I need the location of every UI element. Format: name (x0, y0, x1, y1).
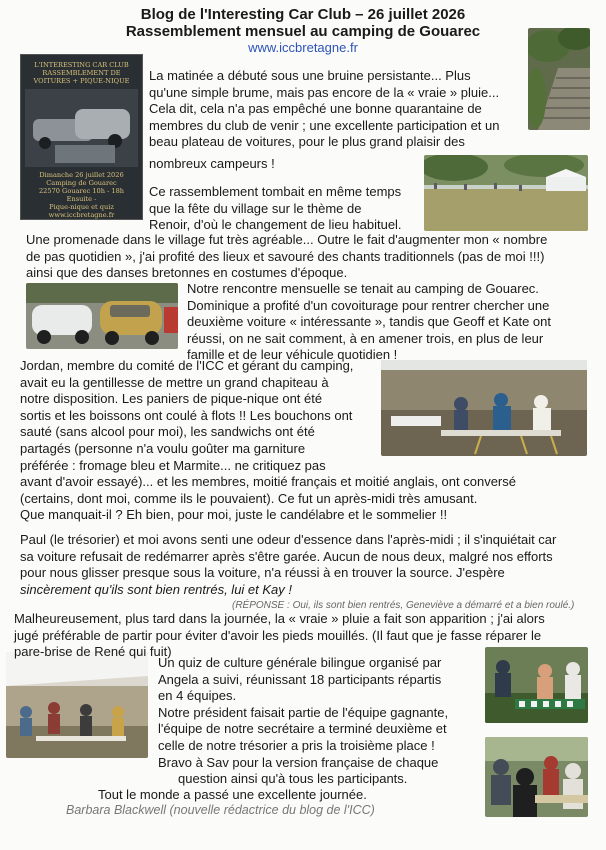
text-line: famille et de leur véhicule quotidien ! (187, 347, 398, 363)
text-line: La matinée a débuté sous une bruine persistante... Plus (149, 68, 471, 83)
photo-quiz-tent (6, 652, 148, 758)
photo-marquee-picnic (381, 360, 587, 456)
text-line: sauté (sans alcool pour moi), les sandwichs ont été (20, 424, 315, 440)
paragraph-walk (26, 232, 588, 282)
paragraph-petrol-smell (20, 532, 588, 598)
text-line: préférée : fromage bleu et Marmite... ne critiquez pas (20, 457, 326, 473)
poster-car-image (25, 89, 138, 167)
text-line: en 4 équipes. (158, 688, 237, 704)
text-line: jugé préférable de partir pour éviter d'avoir les pieds mouillés. (Il faut que je fasse réparer le (14, 627, 542, 643)
photo-participants (485, 737, 588, 817)
paragraph-quiz (158, 655, 480, 788)
poster-line: www.iccbretagne.fr (48, 211, 115, 219)
text-line: sincèrement qu'ils sont bien rentrés, lui et Kay ! (20, 581, 293, 597)
poster-line: Dimanche 26 juillet 2026 (39, 171, 124, 179)
poster-line: RASSEMBLEMENT DE (42, 69, 121, 77)
text-line: pare-brise de René qui fuit) (14, 644, 172, 660)
photo-camping-field (424, 155, 588, 231)
text-line: sa voiture refusait de redémarrer après s'être garée. Aucun de nous deux, malgré nos efforts (20, 548, 553, 564)
paragraph-meeting (187, 281, 588, 364)
text-line: Jordan, membre du comité de l'ICC et gérant du camping, (20, 358, 354, 373)
text-line: l'équipe de notre secrétaire a terminé deuxième et (158, 721, 447, 737)
reponse-note: (RÉPONSE : Oui, ils sont bien rentrés, Geneviève a démarré et a bien roulé.) (232, 600, 575, 611)
text-line: Malheureusement, plus tard dans la journée, la « vraie » pluie a fait son apparition ; j'ai alors (14, 611, 545, 626)
poster-line: Pique-nique et quiz (49, 203, 114, 211)
text-line: Un quiz de culture générale bilingue organisé par (158, 655, 442, 670)
photo-garden-steps (528, 28, 590, 130)
text-line: Bravo à Sav pour la version française de chaque (158, 754, 439, 770)
text-line: question ainsi qu'à tous les participants. (178, 771, 408, 787)
paragraph-village-fete (149, 184, 419, 234)
paragraph-closing (98, 787, 480, 804)
event-poster (20, 54, 143, 220)
blog-title: Blog de l'Interesting Car Club – 26 juillet 2026 (140, 6, 466, 23)
text-line: (certains, dont moi, comme ils le pouvaient). Ce fut un après-midi très amusant. (20, 490, 478, 506)
text-line: de pas quotidien », j'ai profité des lieux et savouré des chants traditionnels (pas de moi !!!) (26, 248, 545, 264)
text-line: nombreux campeurs ! (149, 156, 275, 171)
text-line: Notre rencontre mensuelle se tenait au camping de Gouarec. (187, 281, 539, 296)
text-line: Cela dit, cela n'a pas empêché une bonne quarantaine de (149, 101, 482, 117)
text-line: notre disposition. Les paniers de pique-nique ont été (20, 391, 323, 407)
poster-line: L'INTERESTING CAR CLUB (34, 61, 129, 69)
text-line: avant d'avoir essayé)... et les membres, moitié français et moitié anglais, ont conversé (20, 474, 516, 489)
author-signature: Barbara Blackwell (nouvelle rédactrice du blog de l'ICC) (66, 803, 375, 817)
text-line: Que manquait-il ? Eh bien, pour moi, juste le candélabre et le sommelier !! (20, 507, 448, 523)
text-line: partagés (personne n'a voulu goûter ma garniture (20, 440, 306, 456)
poster-line: 22570 Gouarec 10h - 18h (38, 187, 125, 195)
text-line: Notre président faisait partie de l'équipe gagnante, (158, 704, 449, 720)
text-line: Tout le monde a passé une excellente journée. (98, 787, 367, 802)
website-link[interactable]: www.iccbretagne.fr (248, 40, 358, 55)
text-line: que la fête du village sur le thème de (149, 200, 362, 216)
paragraph-rain (14, 611, 588, 661)
photo-classic-cars (26, 283, 178, 349)
poster-line: VOITURES + PIQUE-NIQUE (33, 77, 130, 85)
poster-line: Ensuite - (66, 195, 97, 203)
paragraph-morning (149, 68, 519, 151)
text-line: deuxième voiture « intéressante », tandis que Geoff et Kate ont (187, 314, 551, 330)
text-line: Une promenade dans le village fut très agréable... Outre le fait d'augmenter mon « nombre (26, 232, 548, 247)
text-line: Dominique a profité d'un covoiturage pour rentrer chercher une (187, 297, 550, 313)
text-line: qu'une simple brume, mais pas encore de la « vraie » pluie... (149, 84, 500, 100)
text-line: sortis et les boissons ont coulé à flots !! Les bouchons ont (20, 407, 353, 423)
text-line: Ce rassemblement tombait en même temps (149, 184, 402, 199)
text-line: ainsi que des danses bretonnes en costumes d'époque. (26, 265, 348, 281)
text-line: Paul (le trésorier) et moi avons senti une odeur d'essence dans l'après-midi ; il s'inquiétait car (20, 532, 557, 547)
paragraph-morning-end (149, 156, 419, 173)
text-line: réussi, on ne sait comment, à en amener trois, en plus de leur (187, 330, 544, 346)
text-line: Renoir, d'où le changement de lieu habituel. (149, 217, 402, 233)
text-line: membres du club de venir ; une excellente participation et un (149, 117, 500, 133)
blog-subtitle: Rassemblement mensuel au camping de Gouarec (125, 23, 481, 40)
poster-line: Camping de Gouarec (46, 179, 117, 187)
text-line: pour nous glisser presque sous la voiture, n'a réussi à en trouver la source. J'espère (20, 565, 505, 581)
text-line: celle de notre trésorier a pris la troisième place ! (158, 737, 435, 753)
text-line: avait eu la gentillesse de mettre un grand chapiteau à (20, 374, 329, 390)
paragraph-picnic-end (20, 474, 588, 524)
text-line: Angela a suivi, réunissant 18 participants répartis (158, 671, 442, 687)
text-line: beau plateau de voitures, pour le plus grand plaisir des (149, 134, 465, 150)
paragraph-picnic (20, 358, 372, 474)
